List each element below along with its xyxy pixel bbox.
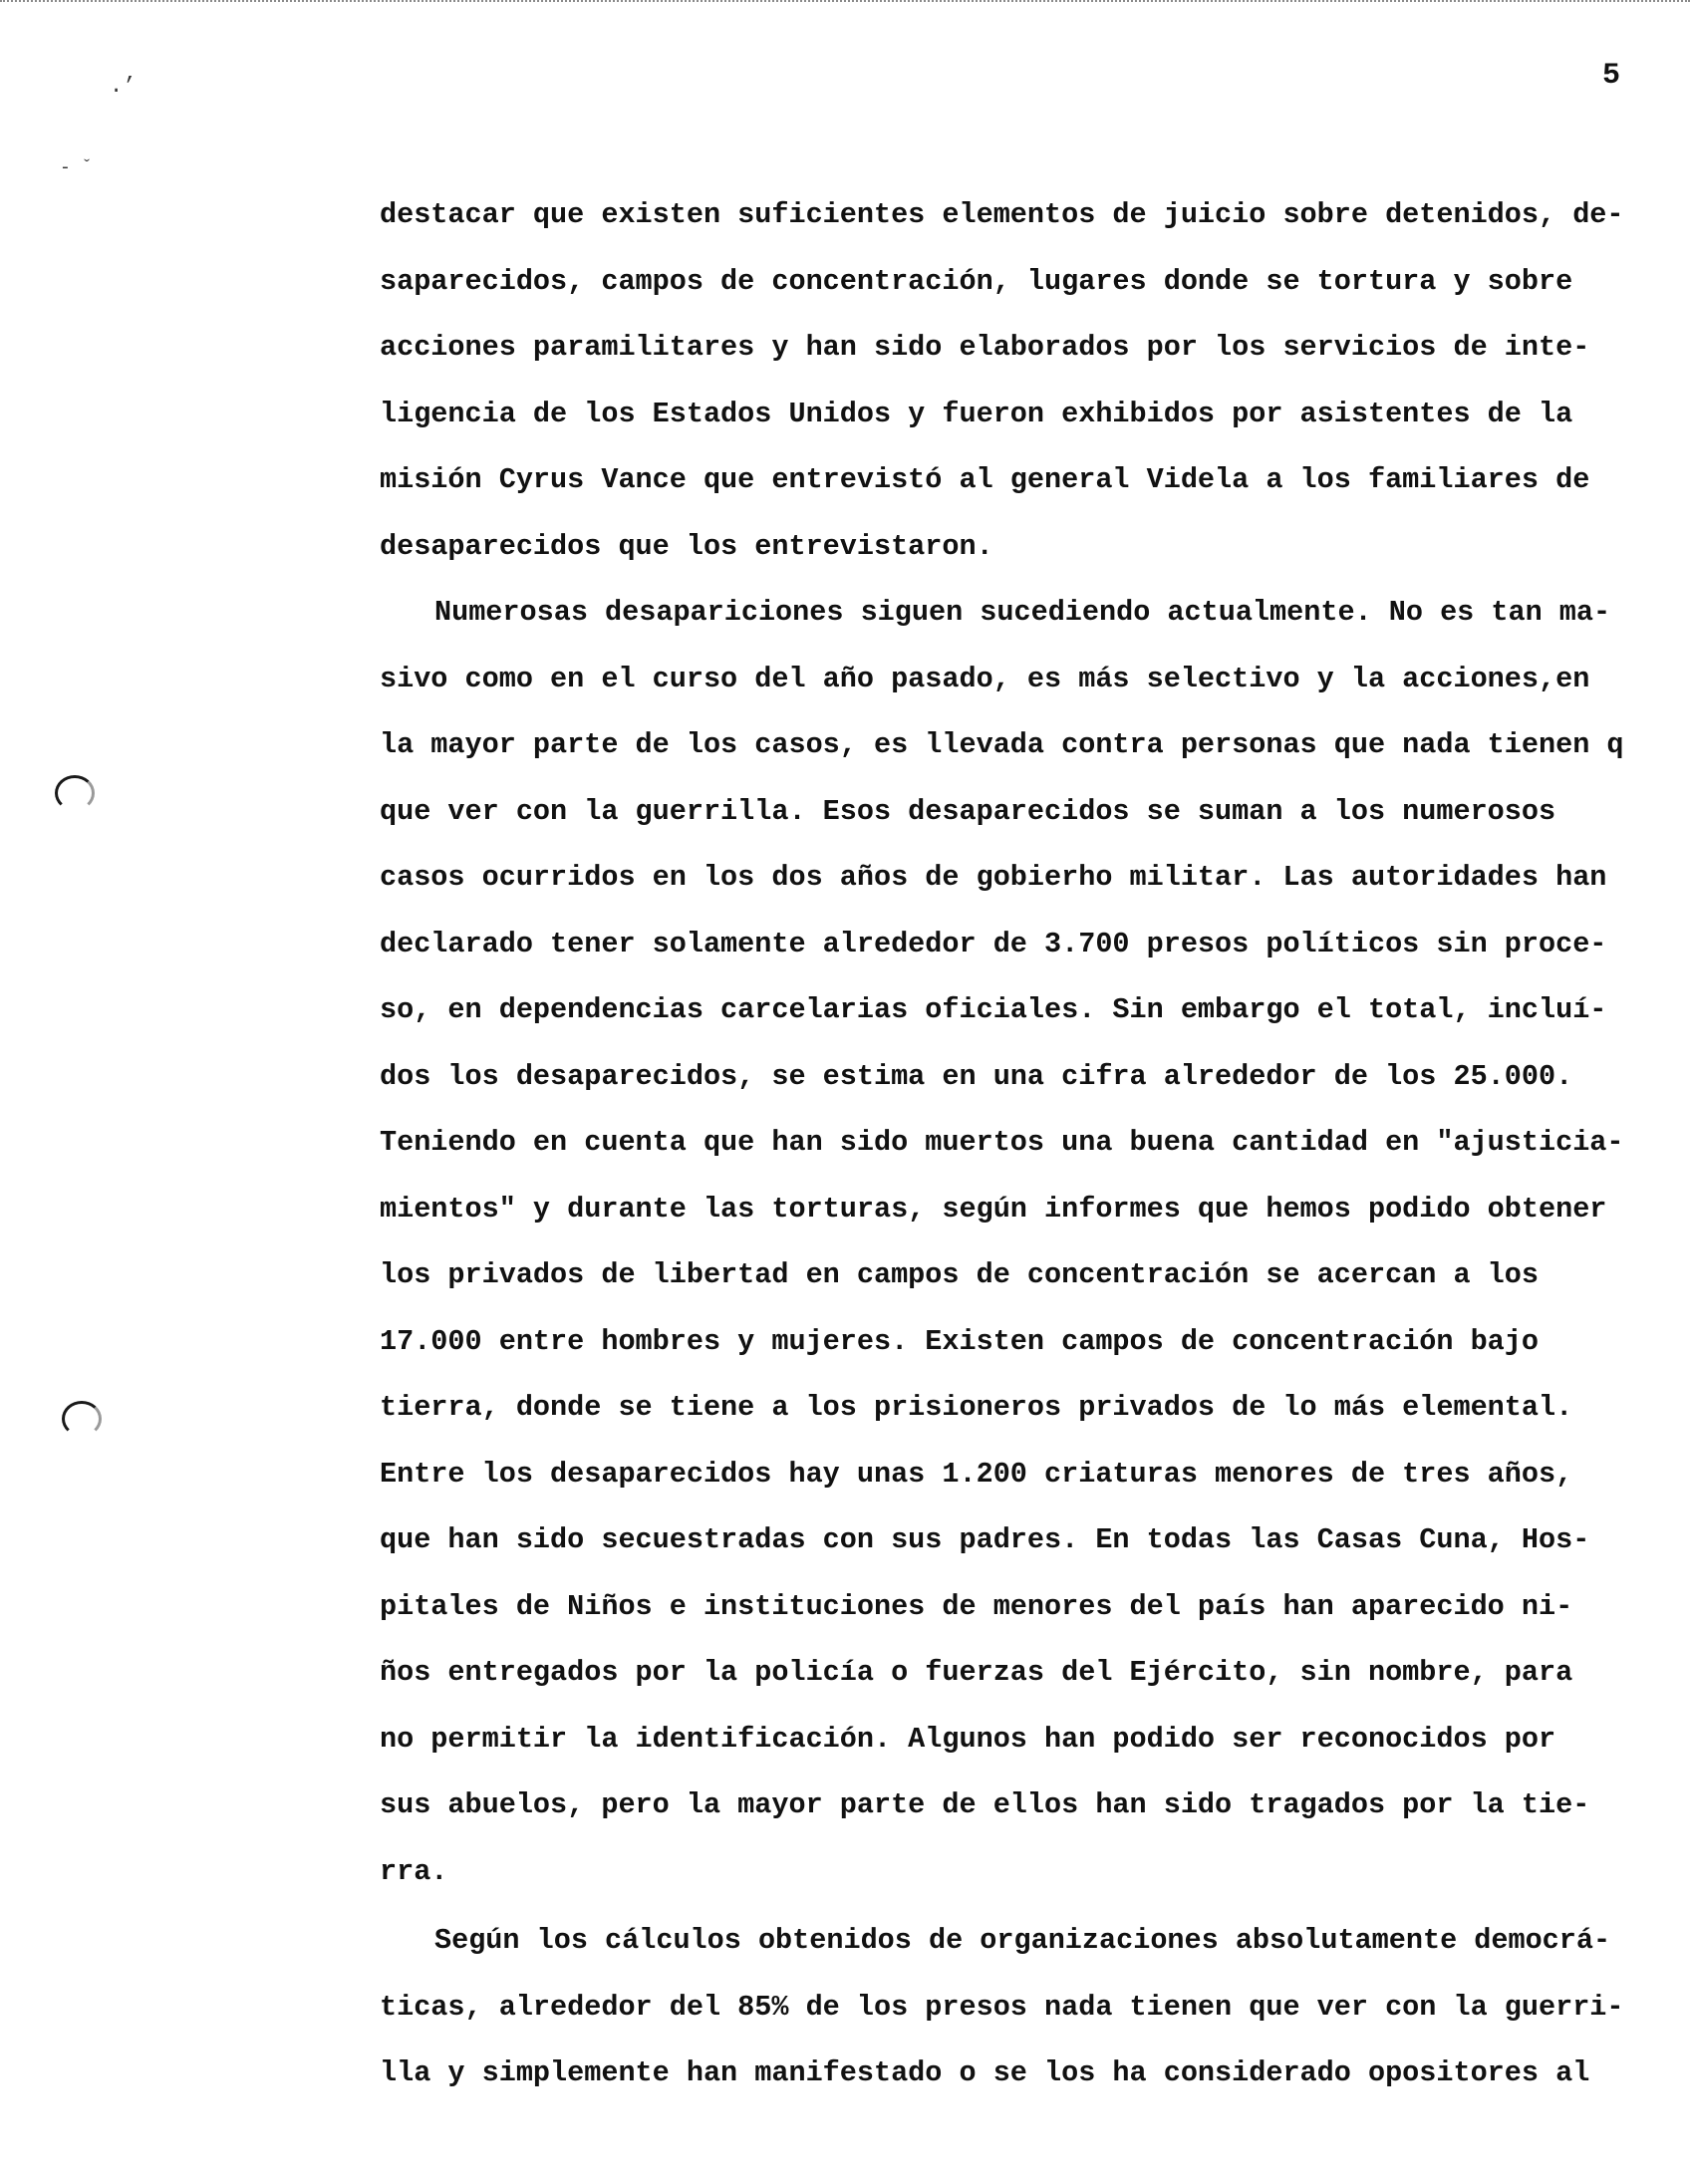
text-line: rra.: [380, 1854, 448, 1888]
page-number: 5: [1602, 59, 1621, 93]
stray-mark: - ˇ: [60, 158, 93, 178]
text-line: acciones paramilitares y han sido elaborados por los servicios de inte-: [380, 331, 1590, 364]
text-line: ligencia de los Estados Unidos y fueron exhibidos por asistentes de la: [380, 397, 1573, 430]
paragraph-start-line: Según los cálculos obtenidos de organizaciones absolutamente democrá-: [434, 1924, 1611, 1957]
text-line: ticas, alrededor del 85% de los presos nada tienen que ver con la guerri-: [380, 1990, 1624, 2024]
text-line: ños entregados por la policía o fuerzas del Ejército, sin nombre, para: [380, 1656, 1573, 1689]
text-line: pitales de Niños e instituciones de menores del país han aparecido ni-: [380, 1589, 1573, 1623]
text-line: la mayor parte de los casos, es llevada contra personas que nada tienen q: [380, 728, 1624, 761]
text-line: sivo como en el curso del año pasado, es más selectivo y la acciones,en: [380, 662, 1590, 695]
punch-hole-icon: [55, 775, 95, 811]
text-line: dos los desaparecidos, se estima en una cifra alrededor de los 25.000.: [380, 1059, 1573, 1093]
text-line: Entre los desaparecidos hay unas 1.200 criaturas menores de tres años,: [380, 1457, 1573, 1491]
text-line: mientos" y durante las torturas, según informes que hemos podido obtener: [380, 1192, 1607, 1226]
text-line: 17.000 entre hombres y mujeres. Existen campos de concentración bajo: [380, 1324, 1539, 1358]
text-line: so, en dependencias carcelarias oficiales. Sin embargo el total, incluí-: [380, 993, 1607, 1026]
punch-hole-icon: [62, 1401, 102, 1437]
stray-mark: .’: [110, 74, 137, 99]
text-line: Teniendo en cuenta que han sido muertos una buena cantidad en "ajusticia-: [380, 1126, 1624, 1159]
text-line: destacar que existen suficientes elementos de juicio sobre detenidos, de-: [380, 198, 1624, 231]
text-line: lla y simplemente han manifestado o se los ha considerado opositores al: [380, 2056, 1590, 2089]
text-line: que ver con la guerrilla. Esos desaparecidos se suman a los numerosos: [380, 794, 1556, 828]
text-line: desaparecidos que los entrevistaron.: [380, 529, 993, 563]
text-line: sus abuelos, pero la mayor parte de ellos han sido tragados por la tie-: [380, 1788, 1590, 1821]
text-line: no permitir la identificación. Algunos han podido ser reconocidos por: [380, 1722, 1556, 1756]
paragraph-start-line: Numerosas desapariciones siguen sucediendo actualmente. No es tan ma-: [434, 596, 1611, 629]
text-line: casos ocurridos en los dos años de gobierho militar. Las autoridades han: [380, 861, 1607, 894]
document-body: [380, 190, 1675, 2115]
text-line: saparecidos, campos de concentración, lugares donde se tortura y sobre: [380, 264, 1573, 298]
text-line: declarado tener solamente alrededor de 3.700 presos políticos sin proce-: [380, 927, 1607, 960]
page-top-edge: [0, 0, 1690, 4]
text-line: tierra, donde se tiene a los prisioneros privados de lo más elemental.: [380, 1391, 1573, 1424]
text-line: misión Cyrus Vance que entrevistó al general Videla a los familiares de: [380, 463, 1590, 496]
text-line: que han sido secuestradas con sus padres. En todas las Casas Cuna, Hos-: [380, 1523, 1590, 1556]
text-line: los privados de libertad en campos de concentración se acercan a los: [380, 1258, 1539, 1291]
